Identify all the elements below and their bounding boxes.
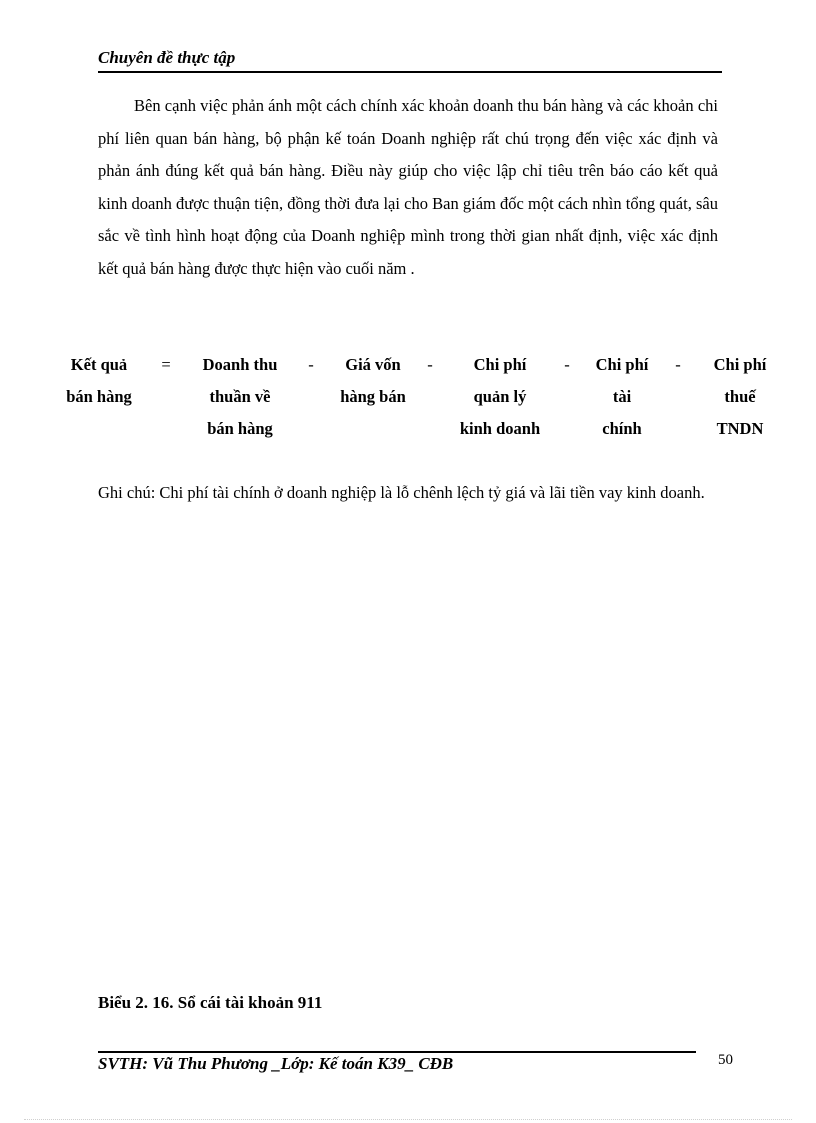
formula-term-management-cost <box>460 349 540 445</box>
formula-result <box>66 349 132 413</box>
formula-minus-sign: - <box>308 355 314 374</box>
formula-term-net-revenue <box>203 349 278 445</box>
formula-term-line: tài <box>612 387 632 406</box>
formula-minus-sign: - <box>427 355 433 374</box>
formula-equals-sign: = <box>161 355 171 374</box>
formula-term-line: TNDN <box>716 419 764 438</box>
formula-term-cost-of-goods <box>340 349 406 413</box>
formula-term-line: thuế <box>724 387 756 406</box>
body-paragraph: Bên cạnh việc phản ánh một cách chính xác khoản doanh thu bán hàng và các khoản chi phí liên quan bán hàng, bộ phận kế toán Doanh nghiệp rất chú trọng đến việc xác định và phản ánh đúng kết quả bán hàng. Điều này giúp cho việc lập chỉ tiêu trên báo cáo kết quả kinh doanh được thuận tiện, đồng thời đưa lại cho Ban giám đốc một cách nhìn tổng quát, sâu sắc về tình hình hoạt động của Doanh nghiệp mình trong thời gian nhất định, việc xác định kết quả bán hàng được thực hiện vào cuối năm . <box>98 96 718 278</box>
formula-term-line: Chi phí <box>473 355 527 374</box>
formula-term-line: Giá vốn <box>345 355 401 374</box>
page-edge-dotted-line <box>24 1119 792 1120</box>
formula-term-line: Chi phí <box>595 355 649 374</box>
formula-term-line: chính <box>602 419 642 438</box>
header-rule <box>98 71 722 73</box>
formula-term-line: hàng bán <box>340 387 406 406</box>
formula-term-tax-cost <box>714 349 767 445</box>
footer-rule <box>98 1051 696 1053</box>
header-title: Chuyên đề thực tập <box>98 48 236 67</box>
formula-result-line-2: bán hàng <box>66 387 132 406</box>
formula-term-line: bán hàng <box>207 419 273 438</box>
formula-term-line: quản lý <box>473 387 527 406</box>
formula-term-line: Chi phí <box>713 355 767 374</box>
formula-minus-sign: - <box>564 355 570 374</box>
formula-result-line-1: Kết quả <box>70 355 128 374</box>
formula-minus-sign: - <box>675 355 681 374</box>
figure-caption: Biểu 2. 16. Sổ cái tài khoản 911 <box>98 993 323 1012</box>
page-number: 50 <box>718 1052 733 1068</box>
note-paragraph: Ghi chú: Chi phí tài chính ở doanh nghiệp là lỗ chênh lệch tỷ giá và lãi tiền vay kinh doanh. <box>98 483 705 502</box>
formula <box>0 349 816 449</box>
formula-term-line: thuần về <box>209 387 271 406</box>
formula-term-line: kinh doanh <box>459 419 541 438</box>
formula-term-line: Doanh thu <box>202 355 278 374</box>
formula-term-financial-cost <box>596 349 649 445</box>
footer-author: SVTH: Vũ Thu Phương _Lớp: Kế toán K39_ CĐB <box>98 1054 454 1073</box>
